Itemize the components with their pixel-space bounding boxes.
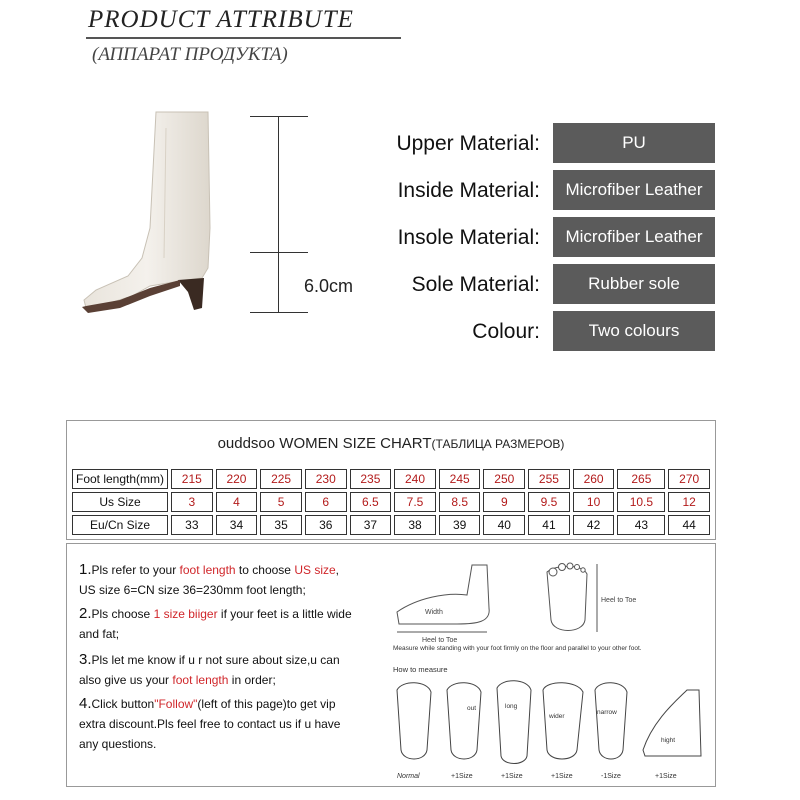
- table-cell: 220: [216, 469, 258, 489]
- table-cell: 215: [171, 469, 213, 489]
- foot-type-narrow: [595, 683, 627, 780]
- foot-type-normal: [397, 683, 431, 780]
- table-cell: 9.5: [528, 492, 570, 512]
- foot-type-long: [497, 681, 531, 780]
- heel-height-label: 6.0cm: [304, 276, 354, 296]
- svg-text:+1Size: +1Size: [551, 773, 573, 780]
- table-cell: 6.5: [350, 492, 392, 512]
- table-cell: 240: [394, 469, 436, 489]
- attr-insole-material: [380, 217, 720, 257]
- svg-text:+1Size: +1Size: [451, 773, 473, 780]
- attr-label: Upper Material:: [396, 132, 540, 155]
- table-cell: 36: [305, 515, 347, 535]
- table-cell: 6: [305, 492, 347, 512]
- attr-value: Two colours: [553, 311, 715, 351]
- title-underline: [86, 37, 401, 39]
- foot-measure-illustration: [387, 550, 712, 785]
- measure-note: Measure while standing with your foot firmly on the floor and parallel to your other foot.: [393, 645, 642, 652]
- instruction-1: 1.Pls refer to your foot length to choose US size, US size 6=CN size 36=230mm foot length;: [79, 561, 339, 597]
- table-cell: 39: [439, 515, 481, 535]
- svg-text:Normal: Normal: [397, 773, 420, 780]
- table-cell: 40: [483, 515, 525, 535]
- heel-to-toe-top-label: Heel to Toe: [601, 597, 637, 604]
- foot-type-wider: [543, 683, 583, 780]
- table-cell: 7.5: [394, 492, 436, 512]
- attr-upper-material: [380, 123, 720, 163]
- table-cell: 35: [260, 515, 302, 535]
- heel-to-toe-side-label: Heel to Toe: [422, 637, 458, 644]
- table-cell: 41: [528, 515, 570, 535]
- foot-type-out: [447, 683, 481, 780]
- attr-colour: [380, 311, 720, 351]
- table-cell: 44: [668, 515, 710, 535]
- svg-text:out: out: [467, 705, 477, 712]
- attr-label: Sole Material:: [411, 273, 540, 296]
- row-header: Eu/Cn Size: [72, 515, 168, 535]
- row-header: Foot length(mm): [72, 469, 168, 489]
- table-cell: 42: [573, 515, 615, 535]
- foot-side-view: [397, 565, 489, 644]
- table-cell: 255: [528, 469, 570, 489]
- page-subtitle: (АППАРАТ ПРОДУКТА): [92, 44, 288, 65]
- size-table: [69, 466, 713, 538]
- attr-value: Rubber sole: [553, 264, 715, 304]
- table-cell: 260: [573, 469, 615, 489]
- attr-label: Insole Material:: [397, 226, 540, 249]
- table-cell: 265: [617, 469, 665, 489]
- table-cell: 4: [216, 492, 258, 512]
- table-row: [72, 492, 710, 512]
- instructions-panel: [66, 543, 716, 787]
- page-title: PRODUCT ATTRIBUTE: [88, 6, 354, 33]
- instruction-2: 2.Pls choose 1 size biiger if your feet is a little wide and fat;: [79, 605, 352, 641]
- size-chart: [66, 420, 716, 540]
- instruction-3: 3.Pls let me know if u r not sure about size,u can also give us your foot length in order;: [79, 651, 340, 687]
- table-cell: 34: [216, 515, 258, 535]
- table-cell: 230: [305, 469, 347, 489]
- svg-text:-1Size: -1Size: [601, 773, 621, 780]
- table-cell: 37: [350, 515, 392, 535]
- row-header: Us Size: [72, 492, 168, 512]
- table-cell: 38: [394, 515, 436, 535]
- attr-sole-material: [380, 264, 720, 304]
- how-to-measure-label: How to measure: [393, 665, 448, 674]
- table-cell: 250: [483, 469, 525, 489]
- table-cell: 235: [350, 469, 392, 489]
- table-cell: 43: [617, 515, 665, 535]
- table-row: [72, 515, 710, 535]
- attr-value: PU: [553, 123, 715, 163]
- size-chart-title: ouddsoo WOMEN SIZE CHART (ТАБЛИЦА РАЗМЕРОВ): [217, 435, 565, 452]
- svg-text:narrow: narrow: [597, 709, 617, 716]
- table-cell: 3: [171, 492, 213, 512]
- table-cell: 225: [260, 469, 302, 489]
- svg-text:wider: wider: [549, 713, 565, 720]
- table-cell: 33: [171, 515, 213, 535]
- svg-text:long: long: [505, 703, 518, 710]
- width-label: Width: [425, 609, 443, 616]
- boot-image: [80, 108, 240, 323]
- table-cell: 270: [668, 469, 710, 489]
- attr-label: Inside Material:: [397, 179, 540, 202]
- attr-value: Microfiber Leather: [553, 170, 715, 210]
- table-cell: 245: [439, 469, 481, 489]
- table-cell: 9: [483, 492, 525, 512]
- table-cell: 10: [573, 492, 615, 512]
- attr-inside-material: [380, 170, 720, 210]
- attr-value: Microfiber Leather: [553, 217, 715, 257]
- table-cell: 8.5: [439, 492, 481, 512]
- svg-text:+1Size: +1Size: [501, 773, 523, 780]
- table-cell: 12: [668, 492, 710, 512]
- table-row: [72, 469, 710, 489]
- svg-text:+1Size: +1Size: [655, 773, 677, 780]
- svg-text:hight: hight: [661, 737, 676, 744]
- table-cell: 5: [260, 492, 302, 512]
- attr-label: Colour:: [472, 320, 540, 343]
- foot-type-hight: [643, 690, 701, 780]
- table-cell: 10.5: [617, 492, 665, 512]
- foot-top-view: [547, 563, 636, 632]
- instruction-4: 4.Click button"Follow"(left of this page)to get vip extra discount.Pls feel free to contact us if u have any questions.: [79, 695, 341, 751]
